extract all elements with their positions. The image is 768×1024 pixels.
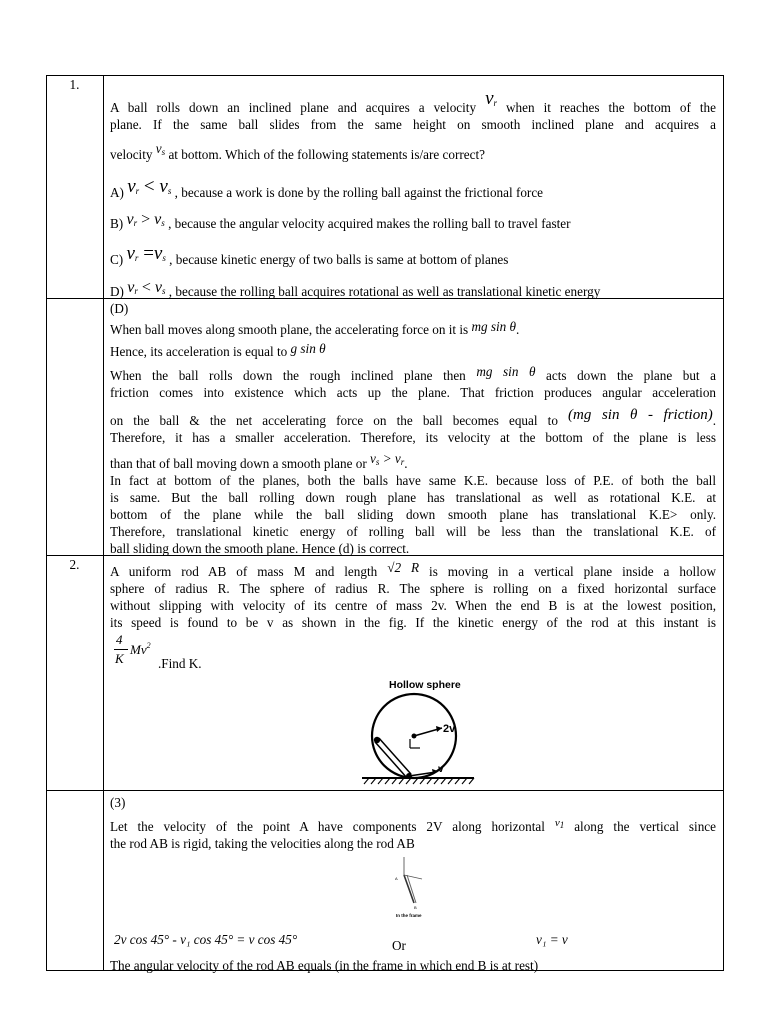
a1-line: Hence, its acceleration is equal to g sin θ: [110, 341, 326, 359]
a1-line: In fact at bottom of the planes, both the balls have same K.E. because loss of P.E. of both the ball: [110, 473, 716, 488]
ke-fraction: 4 K Mv$^2$: [115, 632, 151, 666]
a1-line: friction comes into existence which acts up the plane. That friction produces angular acceleration: [110, 385, 716, 400]
q2-line: .Find K.: [158, 656, 202, 671]
row-divider: [46, 790, 724, 791]
column-divider: [103, 75, 104, 971]
option-a: A) $v_r < v_s$ , because a work is done by the rolling ball against the frictional force: [110, 176, 544, 200]
a2-line: the rod AB is rigid, taking the velocities along the rod AB: [110, 836, 415, 851]
equation-1: 2v cos 45° - v₁ cos 45° = v cos 45°: [114, 932, 298, 947]
answer-label: (D): [110, 301, 129, 316]
a1-line: ball sliding down the smooth plane. Hence (d) is correct.: [110, 541, 410, 556]
a1-line: on the ball & the net accelerating force on the ball becomes equal to (mg sin θ - friction).: [110, 407, 716, 428]
q2-line: sphere of radius R. The sphere of radius R. The sphere is rolling on a fixed horizontal surface: [110, 581, 716, 596]
hollow-sphere-figure: [352, 670, 482, 790]
q2-line: without slipping with velocity of its centre of mass 2v. When the end B is at the lowest position,: [110, 598, 716, 613]
a2-line: The angular velocity of the rod AB equals (in the frame in which end B is at rest): [110, 958, 539, 973]
svg-text:A: A: [395, 876, 398, 881]
a1-line: Therefore, translational kinetic energy of rolling ball will be less than the translational K.E. of: [110, 524, 716, 539]
option-c: C) $v_r =v_s$ , because kinetic energy of two balls is same at bottom of planes: [110, 243, 509, 267]
a1-line: When the ball rolls down the rough inclined plane then mg sin θ acts down the plane but a: [110, 364, 716, 383]
svg-text:B: B: [414, 905, 417, 910]
q2-line: A uniform rod AB of mass M and length √2 R is moving in a vertical plane inside a hollow: [110, 560, 717, 579]
velocity-diagram: [392, 855, 432, 923]
question-number: 1.: [69, 77, 80, 92]
q1-line: plane. If the same ball slides from the same height on smooth inclined plane and acquires a: [110, 117, 716, 132]
equation-2: v₁ = v: [536, 932, 568, 947]
a1-line: is same. But the ball rolling down rough plane has translational as well as rotational K.E. at: [110, 490, 716, 505]
a1-line: bottom of the plane while the ball sliding down smooth plane has translational K.E> only.: [110, 507, 716, 522]
figure-caption: In the frame: [396, 913, 422, 918]
velocity-2v-label: 2v: [443, 723, 456, 735]
option-d: D) $v_r < v_s$ , because the rolling ball acquires rotational as well as translational kinetic energy: [110, 279, 601, 299]
question-number: 2.: [69, 557, 80, 572]
q1-line: velocity $v_s$ at bottom. Which of the following statements is/are correct?: [110, 141, 485, 162]
or-text: Or: [392, 938, 406, 953]
answer-label: (3): [110, 795, 126, 810]
a1-line: Therefore, it has a smaller acceleration. Therefore, its velocity at the bottom of the plane is less: [110, 430, 716, 445]
q2-line: its speed is found to be v as shown in the fig. If the kinetic energy of the rod at this instant is: [110, 615, 716, 630]
a2-line: Let the velocity of the point A have components 2V along horizontal $^{v_1}$ along the vertical since: [110, 817, 717, 834]
option-b: B) $v_r > v_s$ , because the angular velocity acquired makes the rolling ball to travel faster: [110, 211, 571, 231]
figure-title: Hollow sphere: [389, 679, 461, 691]
q1-line: A ball rolls down an inclined plane and acquires a velocity $v_r$ when it reaches the bottom of the: [110, 88, 717, 115]
a1-line: than that of ball moving down a smooth plane or $v_s > v_r$.: [110, 451, 408, 471]
a1-line: When ball moves along smooth plane, the accelerating force on it is mg sin θ.: [110, 319, 520, 337]
velocity-v-label: v: [438, 764, 444, 775]
